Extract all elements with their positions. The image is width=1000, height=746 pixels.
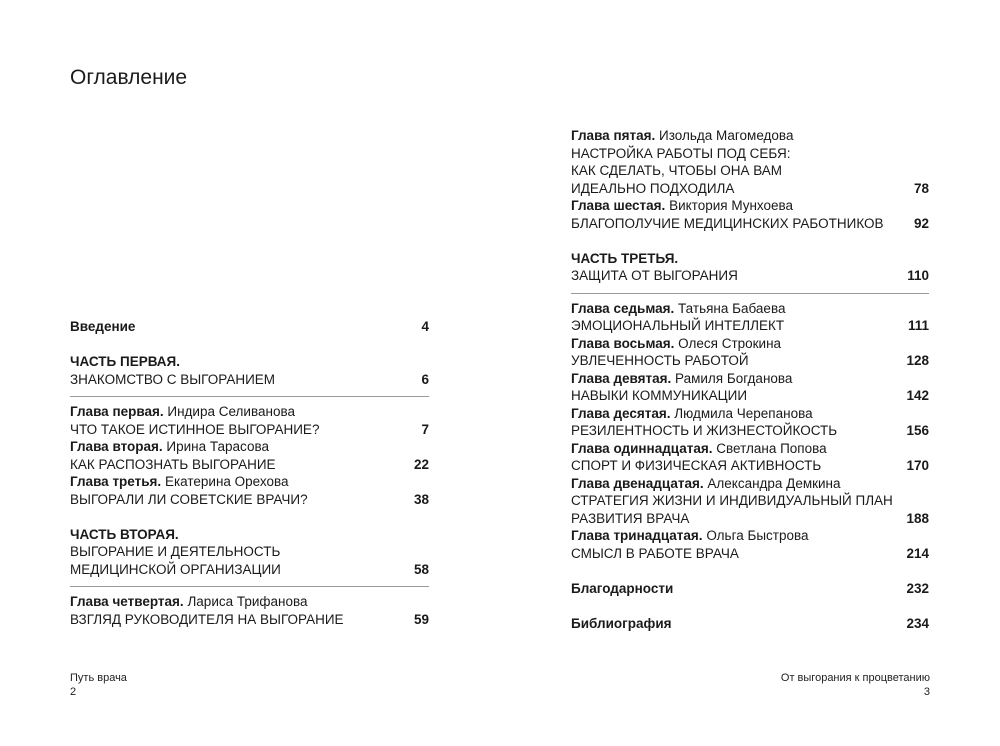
toc-entry-ch6[interactable]	[571, 215, 929, 233]
chapter-heading	[70, 473, 429, 491]
footer-left	[70, 671, 127, 699]
chapter-label: Глава девятая.	[571, 370, 672, 386]
chapter-label: Глава тринадцатая.	[571, 528, 703, 543]
entry-title: ИДЕАЛЬНО ПОДХОДИЛА	[571, 180, 735, 196]
entry-label: Благодарности	[571, 580, 674, 596]
chapter-heading	[70, 438, 429, 456]
entry-title: ЧТО ТАКОЕ ИСТИННОЕ ВЫГОРАНИЕ?	[70, 421, 320, 437]
page-number: 234	[906, 615, 929, 631]
toc-left-column	[70, 318, 429, 628]
entry-title: НАСТРОЙКА РАБОТЫ ПОД СЕБЯ:	[571, 145, 791, 161]
chapter-label: Глава первая.	[70, 404, 164, 419]
chapter-label: Глава одиннадцатая.	[571, 440, 713, 456]
chapter-author: Рамиля Богданова	[675, 370, 793, 386]
part-label: ЧАСТЬ ВТОРАЯ.	[70, 526, 179, 542]
folio: 2	[70, 686, 77, 698]
chapter-heading	[571, 300, 929, 318]
chapter-label: Глава четвертая.	[70, 594, 184, 609]
toc-entry-part2[interactable]	[70, 561, 429, 579]
part-heading	[70, 526, 429, 544]
part-heading	[571, 250, 929, 268]
page-number: 111	[907, 318, 929, 333]
folio: 3	[923, 686, 930, 698]
page-number: 170	[906, 458, 929, 473]
entry-title: РАЗВИТИЯ ВРАЧА	[571, 510, 690, 526]
chapter-heading	[571, 127, 929, 145]
page-number: 110	[907, 268, 929, 283]
page-number: 232	[906, 580, 929, 596]
entry-title: ВЗГЛЯД РУКОВОДИТЕЛЯ НА ВЫГОРАНИЕ	[70, 611, 344, 627]
chapter-heading	[571, 440, 929, 458]
entry-title: ВЫГОРАЛИ ЛИ СОВЕТСКИЕ ВРАЧИ?	[70, 491, 308, 507]
entry-title: КАК РАСПОЗНАТЬ ВЫГОРАНИЕ	[70, 456, 276, 472]
chapter-label: Глава третья.	[70, 474, 162, 489]
entry-label: Библиография	[571, 615, 672, 631]
entry-title: МЕДИЦИНСКОЙ ОРГАНИЗАЦИИ	[70, 561, 281, 577]
toc-entry-ch1[interactable]	[70, 421, 429, 439]
page-number: 38	[413, 491, 429, 507]
page-number: 4	[421, 319, 429, 334]
entry-label: Введение	[70, 319, 136, 334]
entry-title: ЗАЩИТА ОТ ВЫГОРАНИЯ	[571, 268, 738, 283]
chapter-author: Александра Демкина	[707, 475, 841, 491]
toc-entry-ch5[interactable]	[571, 180, 929, 198]
entry-title: СПОРТ И ФИЗИЧЕСКАЯ АКТИВНОСТЬ	[571, 458, 822, 473]
running-title: Путь врача	[70, 672, 127, 684]
part-label: ЧАСТЬ ПЕРВАЯ.	[70, 354, 181, 369]
chapter-label: Глава седьмая.	[571, 300, 675, 316]
entry-title: ЭМОЦИОНАЛЬНЫЙ ИНТЕЛЛЕКТ	[571, 318, 785, 333]
divider	[70, 396, 429, 397]
chapter-title-line	[571, 162, 929, 180]
toc-entry-ch4[interactable]	[70, 611, 429, 629]
chapter-author: Изольда Магомедова	[659, 128, 794, 143]
page-number: 156	[906, 423, 929, 438]
page-number: 6	[421, 371, 429, 387]
chapter-label: Глава двенадцатая.	[571, 475, 704, 491]
divider	[571, 293, 929, 294]
toc-entry-ch3[interactable]	[70, 491, 429, 509]
toc-entry-ch8[interactable]	[571, 352, 929, 370]
page-number: 142	[906, 388, 929, 403]
entry-title: УВЛЕЧЕННОСТЬ РАБОТОЙ	[571, 353, 749, 368]
page-number: 214	[906, 545, 929, 561]
page-number: 58	[413, 561, 429, 577]
chapter-title-line	[571, 145, 929, 163]
chapter-author: Светлана Попова	[716, 440, 827, 456]
toc-entry-ch13[interactable]	[571, 545, 929, 563]
chapter-label: Глава пятая.	[571, 128, 656, 143]
toc-entry-ch7[interactable]	[571, 317, 929, 335]
chapter-heading	[571, 370, 929, 388]
toc-entry-ch9[interactable]	[571, 387, 929, 405]
page-number: 78	[913, 180, 929, 196]
chapter-label: Глава вторая.	[70, 439, 163, 454]
chapter-label: Глава восьмая.	[571, 335, 675, 351]
divider	[70, 586, 429, 587]
page-number: 188	[906, 510, 929, 526]
page-number: 7	[421, 421, 429, 437]
chapter-author: Екатерина Орехова	[164, 474, 289, 489]
chapter-author: Индира Селиванова	[167, 404, 295, 419]
entry-title: БЛАГОПОЛУЧИЕ МЕДИЦИНСКИХ РАБОТНИКОВ	[571, 215, 884, 231]
chapter-heading	[571, 197, 929, 215]
toc-entry-part1[interactable]	[70, 371, 429, 389]
part-title-line	[70, 543, 429, 561]
toc-entry-thanks[interactable]	[571, 580, 929, 598]
chapter-label: Глава шестая.	[571, 198, 666, 213]
chapter-title-line	[571, 492, 929, 510]
toc-entry-ch11[interactable]	[571, 457, 929, 475]
chapter-heading	[571, 335, 929, 353]
running-title: От выгорания к процветанию	[780, 672, 930, 684]
entry-title: РЕЗИЛЕНТНОСТЬ И ЖИЗНЕСТОЙКОСТЬ	[571, 423, 838, 438]
toc-right-column	[571, 127, 929, 632]
page-number: 59	[413, 611, 429, 627]
chapter-author: Татьяна Бабаева	[678, 300, 786, 316]
chapter-label: Глава десятая.	[571, 405, 671, 421]
chapter-heading	[70, 593, 429, 611]
entry-title: ЗНАКОМСТВО С ВЫГОРАНИЕМ	[70, 371, 276, 387]
entry-title: НАВЫКИ КОММУНИКАЦИИ	[571, 388, 748, 403]
page-number: 92	[913, 215, 929, 231]
page-number: 22	[413, 456, 429, 472]
footer-right	[781, 671, 930, 699]
entry-title: СТРАТЕГИЯ ЖИЗНИ И ИНДИВИДУАЛЬНЫЙ ПЛАН	[571, 493, 893, 508]
chapter-author: Людмила Черепанова	[674, 405, 813, 421]
entry-title: ВЫГОРАНИЕ И ДЕЯТЕЛЬНОСТЬ	[70, 544, 281, 559]
part-label: ЧАСТЬ ТРЕТЬЯ.	[571, 250, 679, 266]
toc-entry-part3[interactable]	[571, 267, 929, 285]
chapter-author: Виктория Мунхоева	[669, 198, 794, 213]
chapter-heading	[571, 475, 929, 493]
toc-entry-intro[interactable]	[70, 318, 429, 336]
chapter-author: Олеся Строкина	[678, 335, 782, 351]
chapter-author: Ольга Быстрова	[706, 528, 809, 543]
page-title: Оглавление	[70, 66, 188, 89]
chapter-author: Ирина Тарасова	[166, 439, 269, 454]
chapter-heading	[571, 527, 929, 545]
toc-entry-bibliography[interactable]	[571, 615, 929, 633]
toc-entry-ch10[interactable]	[571, 422, 929, 440]
toc-entry-ch12[interactable]	[571, 510, 929, 528]
entry-title: СМЫСЛ В РАБОТЕ ВРАЧА	[571, 545, 739, 561]
entry-title: КАК СДЕЛАТЬ, ЧТОБЫ ОНА ВАМ	[571, 163, 783, 178]
toc-entry-ch2[interactable]	[70, 456, 429, 474]
chapter-heading	[70, 403, 429, 421]
chapter-heading	[571, 405, 929, 423]
part-heading	[70, 353, 429, 371]
chapter-author: Лариса Трифанова	[187, 594, 308, 609]
page-number: 128	[906, 353, 929, 368]
